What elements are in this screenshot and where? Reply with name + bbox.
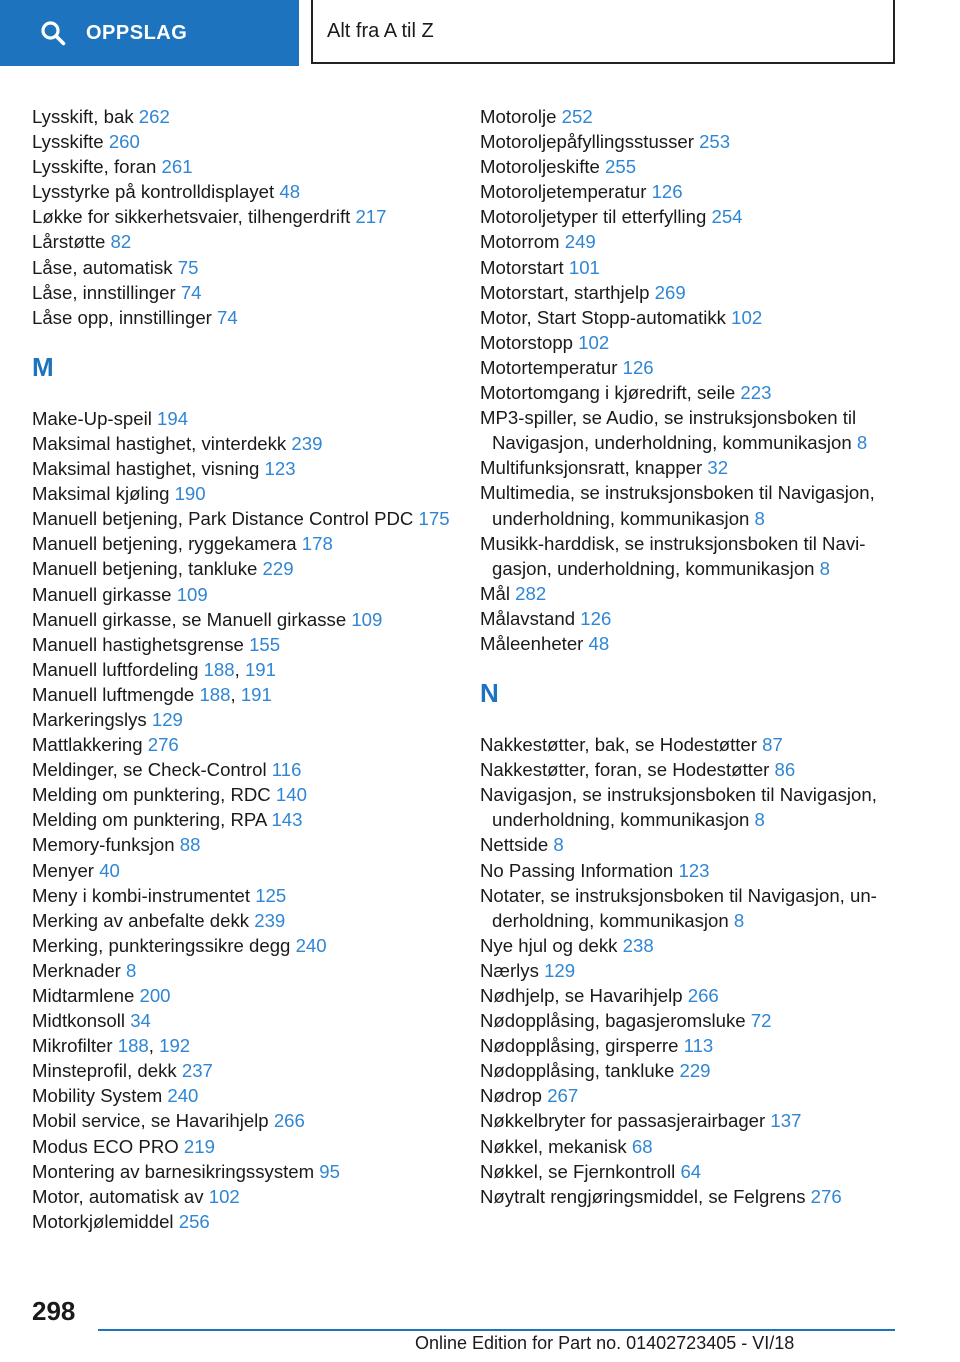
index-entry (32, 506, 457, 531)
page-link[interactable]: 88 (179, 834, 201, 856)
index-entry-term: Merking av anbefalte dekk (32, 909, 250, 931)
index-entry-term: Mobil service, se Havarihjelp (32, 1110, 269, 1132)
index-entry: Manuell luftmengde 188, 191 (32, 683, 272, 705)
page-link[interactable]: 252 (561, 106, 593, 127)
index-entry-term: Mobility System (32, 1085, 163, 1107)
index-entry-term: Meldinger, se Check-Control (32, 759, 267, 781)
index-entry-term: Nøytralt rengjøringsmiddel, se Felgrens (480, 1185, 806, 1207)
index-entry-term: Låse opp, innstillinger (32, 306, 212, 328)
page-link[interactable]: 256 (178, 1210, 210, 1232)
page-link[interactable]: 267 (547, 1085, 579, 1107)
index-entry (32, 1083, 457, 1108)
page-link[interactable]: 190 (174, 483, 206, 505)
page-link[interactable]: 253 (699, 131, 731, 153)
index-entry (32, 1058, 457, 1083)
index-entry-term: Lysskift, bak (32, 106, 134, 127)
index-entry-term: Låse, innstillinger (32, 281, 176, 303)
footer-divider (98, 1329, 895, 1331)
page-number: 298 (32, 1296, 76, 1326)
index-entry-term: Motoroljetyper til etterfylling (480, 206, 707, 228)
lookup-tab[interactable] (0, 0, 299, 66)
page-link[interactable]: 123 (678, 859, 710, 881)
index-entry (32, 280, 457, 305)
index-entry (32, 406, 457, 431)
page-link[interactable]: 276 (147, 734, 179, 756)
page-link[interactable]: 229 (262, 558, 294, 580)
index-entry-term: Motoroljetemperatur (480, 181, 647, 203)
index-entry-term: Nøkkelbryter for passasjerairbager (480, 1110, 766, 1132)
index-entry-term: Merking, punkteringssikre degg (32, 934, 291, 956)
index-entry-term: Meny i kombi-instrumentet (32, 884, 251, 906)
page-link[interactable]: 140 (275, 784, 307, 806)
index-entry-term: Lårstøtte (32, 231, 106, 253)
index-entry-term: Motorstart, starthjelp (480, 281, 650, 303)
index-entry-term: Mål (480, 582, 510, 604)
index-entry (32, 229, 457, 254)
index-entry-term: Motoroljepåfyllingsstusser (480, 131, 694, 153)
index-entry-term: Manuell luftfordeling (32, 658, 199, 680)
page-link[interactable]: 123 (264, 458, 296, 480)
page-link[interactable]: 8 (126, 959, 137, 981)
index-entry (480, 1184, 900, 1209)
index-entry (32, 104, 457, 129)
index-entry-term: Manuell betjening, tankluke (32, 558, 258, 580)
page-link[interactable]: 143 (271, 809, 303, 831)
index-entry (480, 1134, 900, 1159)
page-link[interactable]: 75 (177, 256, 199, 278)
page-link[interactable]: 102 (731, 306, 763, 328)
index-entry-term: Mikrofilter (32, 1035, 113, 1057)
index-entry-term: Merknader (32, 959, 121, 981)
index-entry (32, 732, 457, 757)
page-link[interactable]: 260 (108, 131, 140, 153)
page-link[interactable]: 239 (291, 432, 323, 454)
page-link[interactable]: 155 (249, 633, 281, 655)
index-letter-heading: N (480, 678, 499, 709)
index-entry (32, 1184, 457, 1209)
index-entry (32, 179, 457, 204)
page-link[interactable]: 109 (351, 608, 383, 630)
page-link[interactable]: 191 (240, 683, 272, 705)
index-entry (480, 1008, 900, 1033)
page-link[interactable]: 188 (199, 683, 231, 705)
index-entry (32, 1209, 457, 1234)
index-entry (32, 832, 457, 857)
index-entry (32, 431, 457, 456)
index-entry (32, 1159, 457, 1184)
index-entry-term: Måleenheter (480, 632, 584, 654)
index-entry (480, 983, 900, 1008)
index-entry (32, 305, 457, 330)
page-link[interactable]: 237 (181, 1060, 213, 1082)
index-entry-term: Løkke for sikkerhetsvaier, tilhengerdrift (32, 206, 351, 228)
index-entry-term: Nakkestøtter, bak, se Hodestøtter (480, 734, 757, 756)
index-entry-term: Melding om punktering, RPA (32, 809, 267, 831)
page-link[interactable]: 8 (553, 834, 564, 856)
index-entry (480, 305, 900, 330)
page-link[interactable]: 219 (183, 1135, 215, 1157)
index-entry (32, 632, 457, 657)
index-entry-term: Målavstand (480, 607, 576, 629)
index-column-right (480, 104, 900, 1209)
index-entry (480, 757, 900, 782)
index-entry-term: Modus ECO PRO (32, 1135, 179, 1157)
page-link[interactable]: 129 (151, 708, 183, 730)
index-entry (480, 455, 900, 480)
index-entry-term: Memory-funksjon (32, 834, 175, 856)
index-entry (480, 154, 900, 179)
index-entry-term: Motorstart (480, 256, 564, 278)
page-link[interactable]: 282 (515, 582, 547, 604)
index-entry (32, 782, 457, 807)
index-entry-term: Manuell betjening, ryggekamera (32, 533, 297, 555)
index-entry (480, 1083, 900, 1108)
page-link[interactable]: 175 (418, 508, 450, 530)
index-entry (480, 958, 900, 983)
page-link[interactable]: 87 (762, 734, 783, 756)
index-entry-term: Maksimal hastighet, vinterdekk (32, 432, 287, 454)
page-link[interactable]: 266 (273, 1110, 305, 1132)
index-entry (480, 631, 900, 656)
index-entry (32, 129, 457, 154)
index-entry-term: Nettside (480, 834, 549, 856)
page-link[interactable]: 82 (110, 231, 132, 253)
index-entry-term: Maksimal kjøling (32, 483, 170, 505)
section-tab[interactable] (311, 0, 895, 64)
index-entry-term: Lysstyrke på kontrolldisplayet (32, 181, 275, 203)
index-entry (480, 782, 900, 832)
index-entry (32, 154, 457, 179)
page-link[interactable]: 269 (654, 281, 686, 303)
header (0, 0, 960, 66)
index-entry (32, 481, 457, 506)
page-link[interactable]: 188 (203, 658, 235, 680)
page-link[interactable]: 254 (711, 206, 743, 228)
lookup-tab-label: OPPSLAG (86, 21, 188, 44)
page-link[interactable]: 126 (580, 607, 612, 629)
index-entry-term: MP3-spiller, se Audio, se instruksjonsboken til Navigasjon, underholdning, kommunikasjon (480, 407, 857, 454)
index-entry (480, 104, 900, 129)
index-entry (32, 958, 457, 983)
index-entry (480, 732, 900, 757)
index-entry (480, 179, 900, 204)
index-entry-term: Nye hjul og dekk (480, 934, 618, 956)
index-entry (480, 129, 900, 154)
index-entry (32, 858, 457, 883)
index-entry (480, 581, 900, 606)
index-entry-term: Låse, automatisk (32, 256, 173, 278)
index-entry-term: Midtkonsoll (32, 1010, 126, 1032)
page-link[interactable]: 48 (588, 632, 610, 654)
index-entry-term: Motortomgang i kjøredrift, seile (480, 382, 736, 404)
index-entry (480, 883, 900, 933)
page-link[interactable]: 116 (271, 759, 302, 781)
page-link[interactable]: 240 (167, 1085, 199, 1107)
index-entry-term: Manuell girkasse (32, 583, 172, 605)
index-entry-term: Lysskifte, foran (32, 156, 157, 178)
index-entry-term: Motor, Start Stopp-automatikk (480, 306, 726, 328)
page-link[interactable]: 192 (159, 1035, 191, 1057)
page-link[interactable]: 40 (99, 859, 120, 881)
page-link[interactable]: 217 (355, 206, 387, 228)
index-letter-heading: M (32, 351, 54, 382)
page-link[interactable]: 191 (244, 658, 276, 680)
index-entry (480, 1159, 900, 1184)
index-entry (32, 983, 457, 1008)
page-link[interactable]: 223 (740, 382, 772, 404)
index-entry (480, 255, 900, 280)
index-entry (480, 832, 900, 857)
page-link[interactable]: 48 (279, 181, 301, 203)
page-link[interactable]: 137 (770, 1110, 802, 1132)
index-entry-term: Nødopplåsing, bagasjeromsluke (480, 1010, 746, 1032)
index-entry: Mikrofilter 188, 192 (32, 1035, 191, 1057)
page-link[interactable]: 101 (568, 256, 600, 278)
index-entry-term: Multifunksjonsratt, knapper (480, 457, 703, 479)
page-link[interactable]: 255 (605, 156, 637, 178)
page-link[interactable]: 238 (622, 934, 654, 956)
index-entry (32, 531, 457, 556)
page-link[interactable]: 262 (138, 106, 170, 127)
page-link[interactable]: 102 (578, 331, 610, 353)
index-entry-term: Make-Up-speil (32, 407, 152, 429)
index-entry-term: Motorstopp (480, 331, 574, 353)
index-entry (32, 1134, 457, 1159)
page-link[interactable]: 8 (754, 809, 765, 831)
search-icon (40, 20, 66, 46)
index-entry-term: Notater, se instruksjonsboken til Navigasjon, un‐derholdning, kommunikasjon (480, 884, 877, 931)
page-link[interactable]: 32 (707, 457, 729, 479)
section-title: Alt fra A til Z (327, 19, 434, 42)
index-entry-term: Nøkkel, se Fjernkontroll (480, 1160, 676, 1182)
index-entry-term: Markeringslys (32, 708, 147, 730)
index-entry (32, 556, 457, 581)
index-entry-term: Motor, automatisk av (32, 1185, 204, 1207)
index-entry (480, 480, 900, 530)
index-entry-term: Nakkestøtter, foran, se Hodestøtter (480, 759, 770, 781)
index-entry-term: Montering av barnesikringssystem (32, 1160, 315, 1182)
index-entry-term: Motoroljeskifte (480, 156, 600, 178)
page-link[interactable]: 125 (255, 884, 287, 906)
index-entry (32, 908, 457, 933)
index-entry-term: Navigasjon, se instruksjonsboken til Navigasjon, underholdning, kommunikasjon (480, 784, 877, 831)
page-link[interactable]: 8 (754, 507, 765, 529)
index-entry (32, 204, 457, 229)
index-entry (32, 607, 457, 632)
index-entry-term: Minsteprofil, dekk (32, 1060, 177, 1082)
index-entry-term: Manuell girkasse, se Manuell girkasse (32, 608, 347, 630)
index-entry (32, 255, 457, 280)
page-link[interactable]: 261 (161, 156, 193, 178)
index-entry (480, 531, 900, 581)
index-entry (32, 1008, 457, 1033)
page-link[interactable]: 200 (139, 985, 171, 1006)
page-link[interactable]: 126 (622, 356, 654, 378)
index-entry-term: Menyer (32, 859, 95, 881)
page-link[interactable]: 240 (295, 934, 327, 956)
index-entry-term: Motorrom (480, 231, 560, 253)
index-entry (480, 280, 900, 305)
page-link[interactable]: 8 (819, 557, 831, 579)
page-link[interactable]: 109 (176, 583, 208, 605)
page-link[interactable]: 64 (680, 1160, 702, 1182)
page-link[interactable]: 102 (208, 1185, 240, 1207)
index-entry (480, 858, 900, 883)
index-entry: Manuell luftfordeling 188, 191 (32, 658, 276, 680)
page-link[interactable]: 68 (631, 1135, 653, 1157)
index-entry-term: Musikk-harddisk, se instruksjonsboken til Navi‐gasjon, underholdning, kommunikasjon (480, 532, 866, 579)
index-entry-term: Nødrop (480, 1085, 543, 1107)
index-entry-term: No Passing Information (480, 859, 674, 881)
index-entry-term: Motorolje (480, 106, 557, 127)
index-entry (480, 606, 900, 631)
index-entry (32, 456, 457, 481)
page-link[interactable]: 74 (180, 281, 202, 303)
index-entry-term: Manuell luftmengde (32, 683, 195, 705)
index-entry-term: Lysskifte (32, 131, 104, 153)
index-entry-term: Manuell betjening, Park Distance Control PDC (32, 508, 414, 530)
index-entry-term: Nødhjelp, se Havarihjelp (480, 985, 683, 1006)
page-link[interactable]: 72 (750, 1010, 772, 1032)
page-link[interactable]: 249 (564, 231, 596, 253)
index-entry (480, 330, 900, 355)
index-entry (480, 1108, 900, 1133)
page-link[interactable]: 188 (117, 1035, 149, 1057)
page-link[interactable]: 194 (157, 407, 189, 429)
edition-note: Online Edition for Part no. 01402723405 - VI/18 (415, 1333, 795, 1353)
index-entry (32, 707, 457, 732)
page-link[interactable]: 266 (687, 985, 719, 1006)
index-column-left (32, 104, 457, 1234)
page-link[interactable]: 8 (733, 909, 745, 931)
page-link[interactable]: 86 (774, 759, 796, 781)
page-link[interactable]: 178 (301, 533, 333, 555)
index-entry-term: Midtarmlene (32, 985, 135, 1006)
index-entry (32, 807, 457, 832)
index-entry (480, 380, 900, 405)
index-entry (32, 933, 457, 958)
page-link[interactable]: 74 (217, 306, 238, 328)
index-entry-term: Melding om punktering, RDC (32, 784, 271, 806)
index-entry-term: Nødopplåsing, tankluke (480, 1060, 675, 1082)
index-entry (32, 1108, 457, 1133)
index-entry-term: Multimedia, se instruksjonsboken til Navigasjon, underholdning, kommunikasjon (480, 482, 875, 529)
index-entry (480, 355, 900, 380)
index-entry (32, 883, 457, 908)
page-link[interactable]: 8 (856, 432, 868, 454)
index-entry (480, 229, 900, 254)
index-entry (480, 933, 900, 958)
page-link[interactable]: 129 (544, 959, 576, 981)
index-entry-term: Nødopplåsing, girsperre (480, 1035, 679, 1057)
page-link[interactable]: 113 (683, 1035, 714, 1057)
index-entry (480, 1033, 900, 1058)
page-link[interactable]: 95 (319, 1160, 340, 1182)
index-entry-term: Nærlys (480, 959, 539, 981)
page-link[interactable]: 276 (810, 1185, 842, 1207)
page-link[interactable]: 126 (651, 181, 683, 203)
index-entry-term: Manuell hastighetsgrense (32, 633, 244, 655)
index-entry (480, 1058, 900, 1083)
page-link[interactable]: 239 (254, 909, 286, 931)
index-entry (480, 405, 900, 455)
page-link[interactable]: 34 (130, 1010, 151, 1032)
index-entry-term: Motorkjølemiddel (32, 1210, 174, 1232)
index-entry (32, 757, 457, 782)
index-entry-term: Nøkkel, mekanisk (480, 1135, 627, 1157)
index-entry (32, 582, 457, 607)
index-entry-term: Mattlakkering (32, 734, 143, 756)
index-entry (480, 204, 900, 229)
page-link[interactable]: 229 (679, 1060, 711, 1082)
index-entry-term: Motortemperatur (480, 356, 618, 378)
index-entry-term: Maksimal hastighet, visning (32, 458, 260, 480)
